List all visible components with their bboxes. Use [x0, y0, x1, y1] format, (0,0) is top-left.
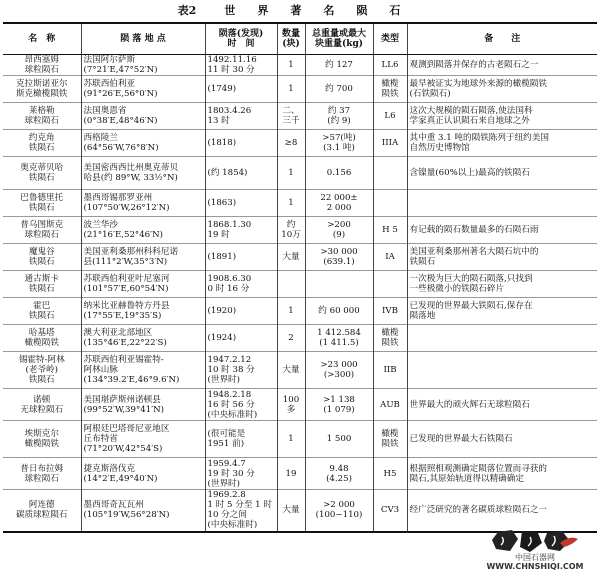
table-row: [3, 190, 597, 217]
total-weight: >2 000 (100~110): [305, 490, 373, 532]
meteorite-name: 莱格勒 球粒陨石: [3, 103, 81, 130]
table-row: [3, 458, 597, 490]
header-weight: 总重量或最大 块重量(kg): [305, 23, 373, 55]
table-header-row: [3, 23, 597, 55]
remark: 这次大规模的陨石陨落,使法国科 学家真正认识陨石来自地球之外: [407, 103, 597, 130]
piece-count: 约 10万: [277, 217, 305, 244]
table-row: [3, 271, 597, 298]
fall-time: 1908.6.30 0 时 16 分: [205, 271, 277, 298]
meteorite-type: H 5: [373, 217, 407, 244]
table-row: [3, 352, 597, 389]
piece-count: 大量: [277, 490, 305, 532]
fall-location: 法国阿尔萨斯 (7°21′E,47°52′N): [81, 55, 205, 76]
piece-count: 大量: [277, 352, 305, 389]
header-count: 数量 (块): [277, 23, 305, 55]
table-row: [3, 389, 597, 421]
total-weight: >23 000 (>300): [305, 352, 373, 389]
fall-location: 苏联西伯利亚 (91°26′E,56°0′N): [81, 76, 205, 103]
piece-count: ≥8: [277, 130, 305, 157]
fall-time: 1868.1.30 19 时: [205, 217, 277, 244]
meteorite-name: 埃斯克尔 橄榄陨铁: [3, 421, 81, 458]
piece-count: 1: [277, 298, 305, 325]
total-weight: 1 412.584 (1 411.5): [305, 325, 373, 352]
total-weight: 9.48 (4.25): [305, 458, 373, 490]
meteorite-name: 普乌图斯克 球粒陨石: [3, 217, 81, 244]
table-row: [3, 76, 597, 103]
fall-location: 阿根廷巴塔哥尼亚地区 丘布特省 (71°20′W,42°54′S): [81, 421, 205, 458]
meteorite-name: 魔鬼谷 铁陨石: [3, 244, 81, 271]
remark: [407, 325, 597, 352]
fall-time: (1749): [205, 76, 277, 103]
meteorite-type: L6: [373, 103, 407, 130]
total-weight: 约 60 000: [305, 298, 373, 325]
meteorite-type: 橄榄 陨铁: [373, 76, 407, 103]
meteorite-type: H5: [373, 458, 407, 490]
fall-location: 苏联西伯利亚叶尼塞河 (101°57′E,60°54′N): [81, 271, 205, 298]
total-weight: >1 138 (1 079): [305, 389, 373, 421]
table-row: [3, 490, 597, 532]
fall-time: 1492.11.16 11 时 30 分: [205, 55, 277, 76]
total-weight: 1 500: [305, 421, 373, 458]
table-row: [3, 244, 597, 271]
meteorite-name: 克拉斯诺亚尔 斯克橄榄陨铁: [3, 76, 81, 103]
fall-time: 1969.2.8 1 时 5 分至 1 时 10 分之间 (中央标准时): [205, 490, 277, 532]
meteorite-name: 巴鲁德里托 铁陨石: [3, 190, 81, 217]
fall-time: (1863): [205, 190, 277, 217]
table-caption: [0, 0, 600, 22]
table-row: [3, 55, 597, 76]
meteorite-type: IIB: [373, 352, 407, 389]
meteorite-type: [373, 157, 407, 190]
meteorite-type: 橄榄 陨铁: [373, 421, 407, 458]
remark: 其中重 3.1 吨的陨铁陈列于纽约美国 自然历史博物馆: [407, 130, 597, 157]
meteorite-table: [3, 22, 597, 533]
meteorite-name: 霍巴 铁陨石: [3, 298, 81, 325]
remark: [407, 190, 597, 217]
meteorite-name: 昂西塞姆 球粒陨石: [3, 55, 81, 76]
fall-location: 墨西哥锡那罗亚州 (107°50′W,26°12′N): [81, 190, 205, 217]
fall-time: 1959.4.7 19 时 30 分 (世界时): [205, 458, 277, 490]
fall-location: 波兰华沙 (21°16′E,52°46′N): [81, 217, 205, 244]
remark: 美国亚利桑那州著名大陨石坑中的 铁陨石: [407, 244, 597, 271]
piece-count: 2: [277, 325, 305, 352]
table-row: [3, 325, 597, 352]
remark: 世界最大的顽火辉石无球粒陨石: [407, 389, 597, 421]
fall-location: 美国堪萨斯州诺顿县 (99°52′W,39°41′N): [81, 389, 205, 421]
fall-time: (很可能是 1951 前): [205, 421, 277, 458]
remark: 一次极为巨大的陨石陨落,只找到 一些极微小的铁陨石碎片: [407, 271, 597, 298]
watermark-url: WWW.CHNSHIQI.COM: [486, 562, 584, 571]
table-row: [3, 298, 597, 325]
piece-count: 1: [277, 190, 305, 217]
remark: 已发现的世界最大铁陨石,保存在 陨落地: [407, 298, 597, 325]
fall-time: (1924): [205, 325, 277, 352]
meteorite-type: 橄榄 陨铁: [373, 325, 407, 352]
meteorite-name: 阿连德 碳质球粒陨石: [3, 490, 81, 532]
remark: [407, 352, 597, 389]
meteorite-name: 奥克蒂贝哈 铁陨石: [3, 157, 81, 190]
watermark-name: 中国石器网: [515, 553, 555, 562]
fall-time: 1947.2.12 10 时 38 分 (世界时): [205, 352, 277, 389]
watermark-logo: [474, 529, 596, 573]
fall-location: 捷克斯洛伐克 (14°2′E,49°40′N): [81, 458, 205, 490]
meteorite-name: 哈基塔 橄榄陨铁: [3, 325, 81, 352]
total-weight: 约 37 (约 9): [305, 103, 373, 130]
table-row: [3, 103, 597, 130]
fall-location: 纳米比亚赫鲁特方丹县 (17°55′E,19°35′S): [81, 298, 205, 325]
total-weight: >200 (9): [305, 217, 373, 244]
meteorite-type: IVB: [373, 298, 407, 325]
fall-time: 1803.4.26 13 时: [205, 103, 277, 130]
total-weight: >30 000 (639.1): [305, 244, 373, 271]
fall-location: 澳大利亚北部地区 (135°46′E,22°22′S): [81, 325, 205, 352]
table-row: [3, 217, 597, 244]
total-weight: 约 127: [305, 55, 373, 76]
meteorite-name: 锡霍特-阿林 (老爷岭) 铁陨石: [3, 352, 81, 389]
meteorite-type: CV3: [373, 490, 407, 532]
piece-count: 19: [277, 458, 305, 490]
stone-logo-icon: [490, 529, 580, 553]
table-row: [3, 130, 597, 157]
piece-count: 大量: [277, 244, 305, 271]
total-weight: [305, 271, 373, 298]
meteorite-type: [373, 271, 407, 298]
header-location: 陨 落 地 点: [81, 23, 205, 55]
piece-count: [277, 271, 305, 298]
remark: 最早被证实为地球外来源的橄榄陨铁 (石铁陨石): [407, 76, 597, 103]
piece-count: 二、 三千: [277, 103, 305, 130]
fall-location: 美国密西西比州奥克蒂贝 哈县(约 89°W, 33½°N): [81, 157, 205, 190]
fall-location: 墨西哥奇瓦瓦州 (105°19′W,56°28′N): [81, 490, 205, 532]
fall-time: (约 1854): [205, 157, 277, 190]
header-time: 陨落(发现) 时 间: [205, 23, 277, 55]
table-title: 世界著名陨石: [224, 4, 423, 17]
meteorite-type: LL6: [373, 55, 407, 76]
fall-location: 美国亚利桑那州科科尼诺 县(111°2′W,35°3′N): [81, 244, 205, 271]
total-weight: >57(吨) (3.1 吨): [305, 130, 373, 157]
fall-location: 西格陵兰 (64°56′W,76°8′N): [81, 130, 205, 157]
header-note: 备 注: [407, 23, 597, 55]
fall-time: (1891): [205, 244, 277, 271]
meteorite-name: 诺顿 无球粒陨石: [3, 389, 81, 421]
fall-time: (1920): [205, 298, 277, 325]
remark: 观测到陨落并保存的古老陨石之一: [407, 55, 597, 76]
total-weight: 0.156: [305, 157, 373, 190]
remark: 已发现的世界最大石铁陨石: [407, 421, 597, 458]
fall-time: 1948.2.18 16 时 56 分 (中央标准时): [205, 389, 277, 421]
piece-count: 1: [277, 76, 305, 103]
piece-count: 1: [277, 157, 305, 190]
fall-time: (1818): [205, 130, 277, 157]
remark: 经广泛研究的著名碳质球粒陨石之一: [407, 490, 597, 532]
meteorite-type: AUB: [373, 389, 407, 421]
piece-count: 100 多: [277, 389, 305, 421]
piece-count: 1: [277, 421, 305, 458]
total-weight: 22 000± 2 000: [305, 190, 373, 217]
header-type: 类型: [373, 23, 407, 55]
remark: 含镍量(60%以上)最高的铁陨石: [407, 157, 597, 190]
remark: 有记载的陨石数量最多的石陨石雨: [407, 217, 597, 244]
meteorite-name: 普日布拉姆 球粒陨石: [3, 458, 81, 490]
table-row: [3, 157, 597, 190]
meteorite-name: 通古斯卡 铁陨石: [3, 271, 81, 298]
table-row: [3, 421, 597, 458]
table-number: 表2: [177, 4, 197, 17]
fall-location: 法国奥恩省 (0°38′E,48°46′N): [81, 103, 205, 130]
fall-location: 苏联西伯利亚锡霍特- 阿林山脉 (134°39.2′E,46°9.6′N): [81, 352, 205, 389]
meteorite-type: IA: [373, 244, 407, 271]
total-weight: 约 700: [305, 76, 373, 103]
meteorite-name: 约克角 铁陨石: [3, 130, 81, 157]
meteorite-type: [373, 190, 407, 217]
remark: 根据照相观测确定陨落位置而寻获的 陨石,其原始轨道得以精确确定: [407, 458, 597, 490]
header-name: 名 称: [3, 23, 81, 55]
meteorite-type: IIIA: [373, 130, 407, 157]
piece-count: 1: [277, 55, 305, 76]
